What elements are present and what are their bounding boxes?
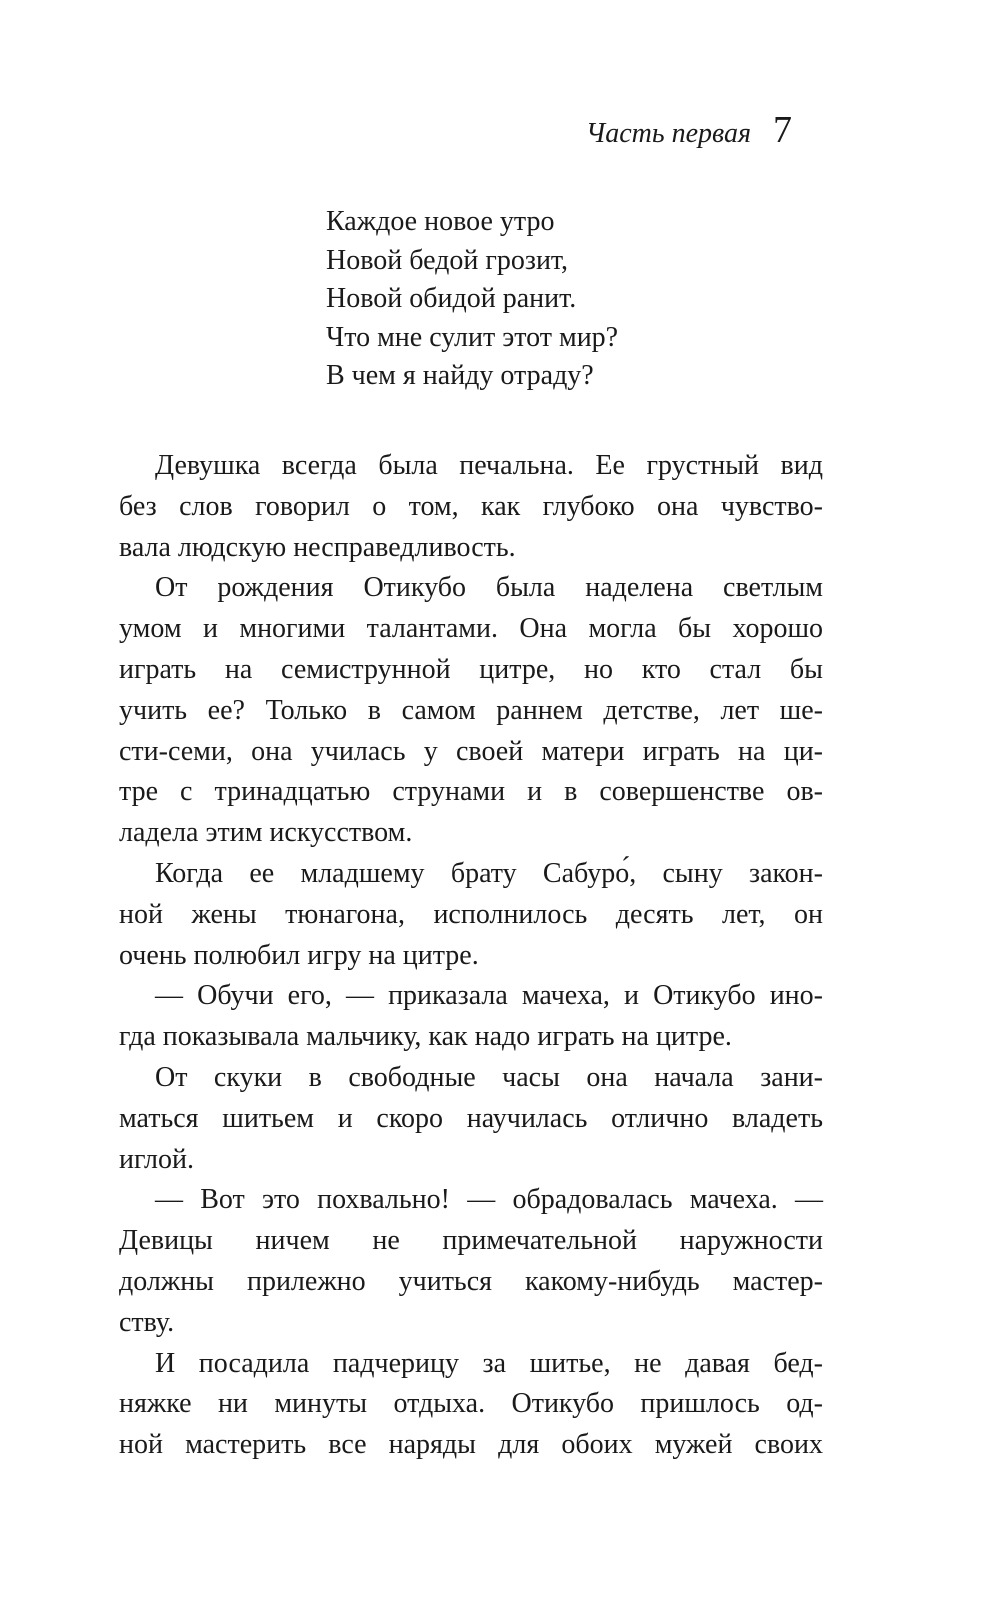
text-line: Девицы ничем не примечательной наружности	[119, 1225, 823, 1257]
text-line: — Обучи его, — приказала мачеха, и Отикубо ино-	[155, 980, 823, 1012]
text-line: тре с тринадцатью струнами и в совершенстве ов-	[119, 776, 823, 808]
text-line: ной жены тюнагона, исполнилось десять лет, он	[119, 898, 823, 930]
poem-line: Новой обидой ранит.	[326, 283, 577, 314]
text-line: сти-семи, она училась у своей матери играть на ци-	[119, 735, 823, 767]
text-line: должны прилежно учиться какому-нибудь мастер-	[119, 1265, 823, 1297]
poem-line: Каждое новое утро	[326, 206, 555, 237]
text-line: играть на семиструнной цитре, но кто стал бы	[119, 653, 823, 685]
text-line: ной мастерить все наряды для обоих мужей своих	[119, 1429, 823, 1461]
text-line: учить ее? Только в самом раннем детстве, лет ше-	[119, 694, 823, 726]
text-line: И посадила падчерицу за шитье, не давая бед-	[155, 1347, 823, 1379]
poem-line: Новой бедой грозит,	[326, 244, 569, 276]
text-line: маться шитьем и скоро научилась отлично владеть	[119, 1102, 823, 1134]
text-line: — Вот это похвально! — обрадовалась мачеха. —	[155, 1184, 823, 1216]
text-line: вала людскую несправедливость.	[119, 531, 516, 563]
text-line: умом и многими талантами. Она могла бы хорошо	[119, 613, 823, 645]
text-line: ладела этим искусством.	[119, 817, 413, 849]
running-head	[586, 108, 792, 152]
body-text	[119, 446, 823, 1466]
poem-stanza	[326, 203, 618, 396]
text-line: Девушка всегда была печальна. Ее грустный вид	[155, 450, 823, 481]
page-number: 7	[773, 109, 792, 151]
text-line: ству.	[119, 1306, 175, 1338]
text-line: От рождения Отикубо была наделена светлым	[155, 572, 823, 604]
text-line: без слов говорил о том, как глубоко она чувство-	[119, 490, 823, 522]
poem-line: В чем я найду отраду?	[326, 360, 594, 391]
text-line: Когда ее младшему брату Сабуро́, сыну закон-	[155, 857, 823, 889]
text-line: няжке ни минуты отдыха. Отикубо пришлось од-	[119, 1388, 823, 1420]
poem-line: Что мне сулит этот мир?	[326, 321, 619, 353]
text-line: гда показывала мальчику, как надо играть на цитре.	[119, 1021, 732, 1053]
running-title: Часть первая	[585, 118, 751, 149]
text-line: От скуки в свободные часы она начала зани-	[155, 1061, 823, 1093]
text-line: очень полюбил игру на цитре.	[119, 939, 479, 971]
text-line: иглой.	[119, 1143, 195, 1175]
